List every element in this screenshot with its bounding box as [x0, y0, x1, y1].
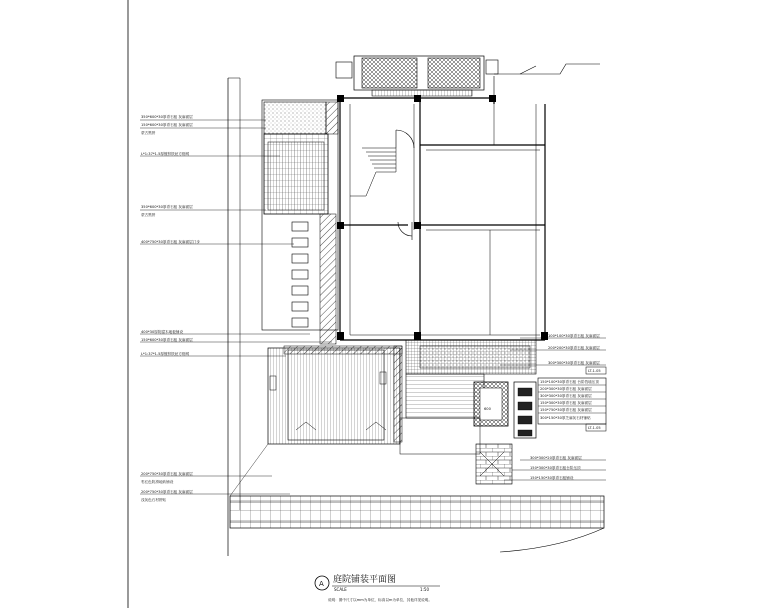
legend-row-5: 150*750*30厚青石板 灰麻面层 [540, 408, 592, 412]
dimension-value: 600 [484, 407, 491, 411]
note-6: 蒙古黑拼 [141, 213, 156, 217]
note-4: L*1:37*1.5厚镀锌铁丝方格网 [141, 152, 190, 156]
structural-columns [337, 95, 548, 340]
scale-label: SCALE [334, 587, 347, 592]
drawing-title-block [315, 573, 440, 602]
tag-lt-1: LT-1.05 [588, 369, 601, 373]
note-9: 150*600*30厚青石板 灰麻面层 [141, 338, 193, 342]
note-3: 蒙古黑拼 [141, 131, 156, 135]
legend-row-1: 150*100*30厚青石板 台阶挡墙压顶 [540, 380, 599, 384]
legend-row-6: 300*150*30厚芝麻灰石材铺贴 [540, 416, 591, 420]
note-12: 枣红色防滑地砖铺设 [141, 480, 174, 484]
house-walls [340, 98, 545, 340]
left-annotations [141, 114, 200, 502]
note-r5: 150*300*30厚青石板台阶压顶 [530, 466, 581, 470]
note-1: 350*600*30厚青石板 灰麻面层 [141, 115, 193, 119]
note-14: 浅灰色石材拼贴 [141, 498, 167, 502]
legend-row-2: 200*300*30厚青石板 灰麻面层 [540, 387, 592, 391]
note-r6: 150*150*30厚青石板铺设 [530, 476, 574, 480]
stepping-stones [292, 222, 308, 327]
note-8: 400*30厚防腐木地板铺设 [141, 330, 183, 334]
legend-row-4: 150*300*30厚青石板 灰麻面层 [540, 401, 592, 405]
center-terrace [400, 340, 536, 484]
door-swings [396, 130, 414, 240]
tag-lt-2: LT-1.05 [588, 426, 601, 430]
note-11: 200*750*30厚青石板 灰麻面层 [141, 472, 193, 476]
note-r4: 300*300*20厚青石板 灰麻面层 [530, 456, 582, 460]
note-5: 350*600*30厚青石板 灰麻面层 [141, 205, 193, 209]
note-13: 200*750*30厚青石板 灰麻面层 [141, 490, 193, 494]
note-2: 150*600*30厚青石板 灰麻面层 [141, 123, 193, 127]
drawing-title: 庭院铺装平面图 [333, 575, 397, 585]
interior-stair [350, 148, 396, 196]
bottom-paving-strip [230, 444, 604, 552]
roof-edge-lines [494, 64, 600, 104]
legend-row-3: 300*300*30厚青石板 灰麻面层 [540, 394, 592, 398]
note-r2: 200*200*30厚青石板 灰麻面层 [548, 346, 600, 350]
material-legend [538, 367, 606, 431]
note-7: 400*750*30厚青石板 灰麻面层汀步 [141, 240, 200, 244]
interior-lines [350, 104, 540, 340]
title-mark: A [319, 580, 324, 588]
note-r3: 300*300*30厚青石板 灰麻面层 [548, 361, 600, 365]
note-r1: 100*100*30厚青石板 灰麻面层 [548, 334, 600, 338]
drawing-note: 说明：图中尺寸以mm为单位，标高以m为单位，其他详见说明。 [328, 598, 432, 602]
top-window-bays [336, 56, 498, 96]
note-10: L*1:37*1.5厚镀锌铁丝方格网 [141, 352, 190, 356]
timber-deck [268, 346, 402, 444]
left-yard [262, 100, 338, 344]
scale-value: 1:50 [420, 587, 429, 592]
